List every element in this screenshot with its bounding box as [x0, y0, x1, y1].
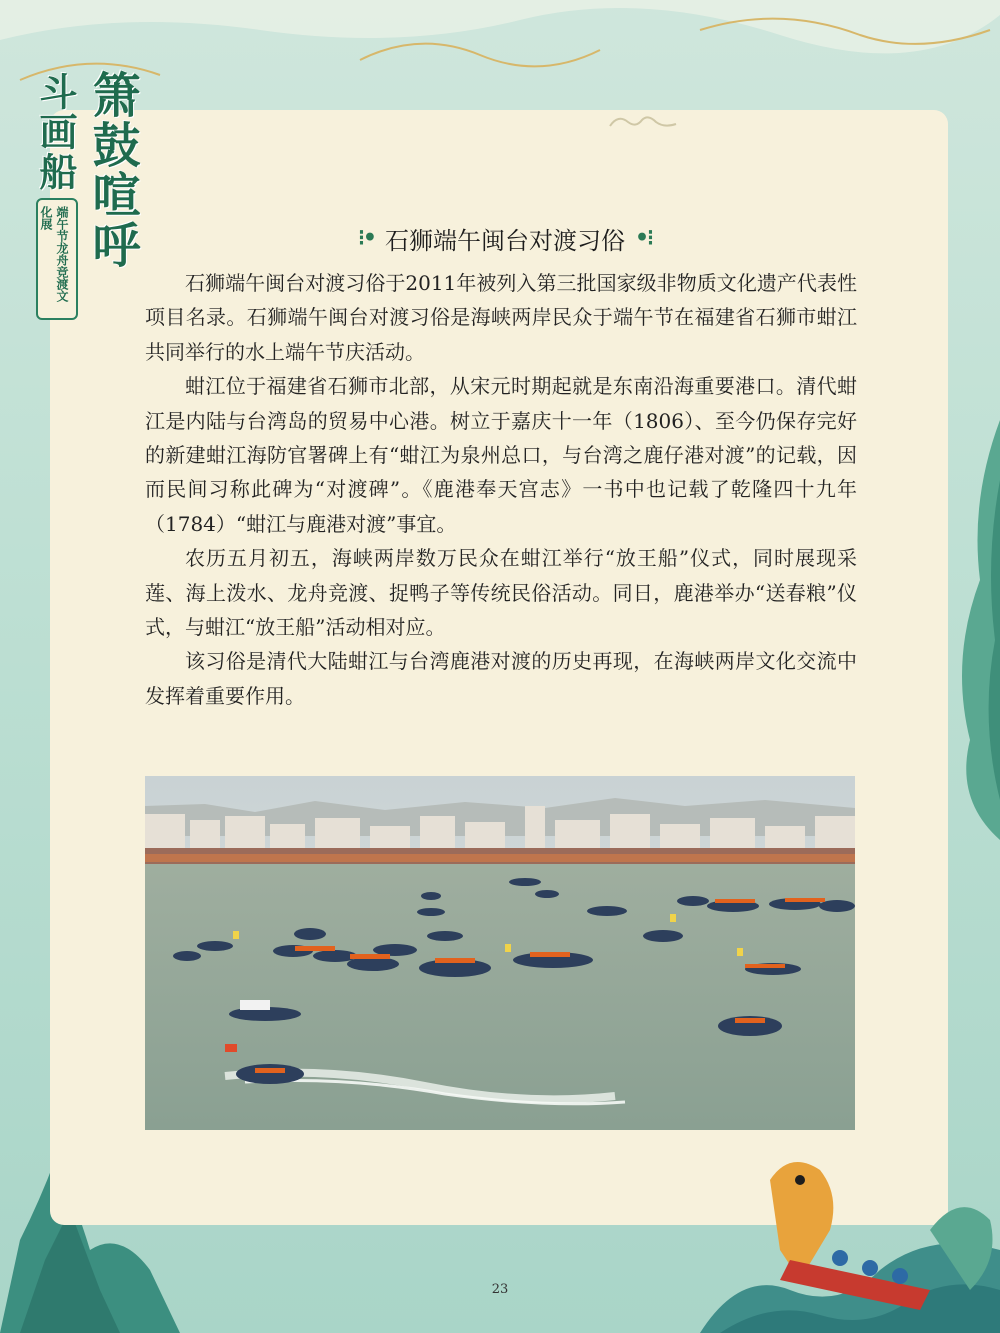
- dragon-boat-harbor-photo: [145, 776, 855, 1130]
- dot-ornament-icon: •⁝: [635, 225, 653, 251]
- dot-ornament-icon: ⁝•: [357, 225, 375, 251]
- paragraph: 蚶江位于福建省石狮市北部，从宋元时期起就是东南沿海重要港口。清代蚶江是内陆与台湾岛的贸易中心港。树立于嘉庆十一年（1806）、至今仍保存完好的新建蚶江海防官署碑上有“蚶江为泉州总口，与台湾之鹿仔港对渡”的记载，因而民间习称此碑为“对渡碑”。《鹿港奉天宫志》一书中也记载了乾隆四十九年（1784）“蚶江与鹿港对渡”事宜。: [145, 374, 857, 536]
- article-body: [145, 266, 857, 713]
- mountain-decoration-right: [940, 420, 1000, 840]
- dragon-boat-illustration: [700, 1150, 1000, 1333]
- page-number: 23: [491, 1282, 509, 1297]
- masthead-title-main: 箫鼓喧呼: [84, 70, 140, 270]
- masthead-title-side: 斗画船: [33, 72, 78, 192]
- cloud-swirl-icon: [608, 112, 678, 132]
- paragraph: 该习俗是清代大陆蚶江与台湾鹿港对渡的历史再现，在海峡两岸文化交流中发挥着重要作用。: [145, 649, 857, 708]
- page-title: 石狮端午闽台对渡习俗: [385, 226, 625, 255]
- cloud-decoration-top: [0, 0, 1000, 110]
- article-heading: [340, 218, 670, 258]
- paragraph: 石狮端午闽台对渡习俗于2011年被列入第三批国家级非物质文化遗产代表性项目名录。石狮端午闽台对渡习俗是海峡两岸民众于端午节在福建省石狮市蚶江共同举行的水上端午节庆活动。: [145, 271, 857, 364]
- masthead-subtitle: 端午节龙舟竞渡文化展: [39, 206, 69, 302]
- paragraph: 农历五月初五，海峡两岸数万民众在蚶江举行“放王船”仪式，同时展现采莲、海上泼水、龙舟竞渡、捉鸭子等传统民俗活动。同日，鹿港举办“送春粮”仪式，与蚶江“放王船”活动相对应。: [145, 546, 857, 640]
